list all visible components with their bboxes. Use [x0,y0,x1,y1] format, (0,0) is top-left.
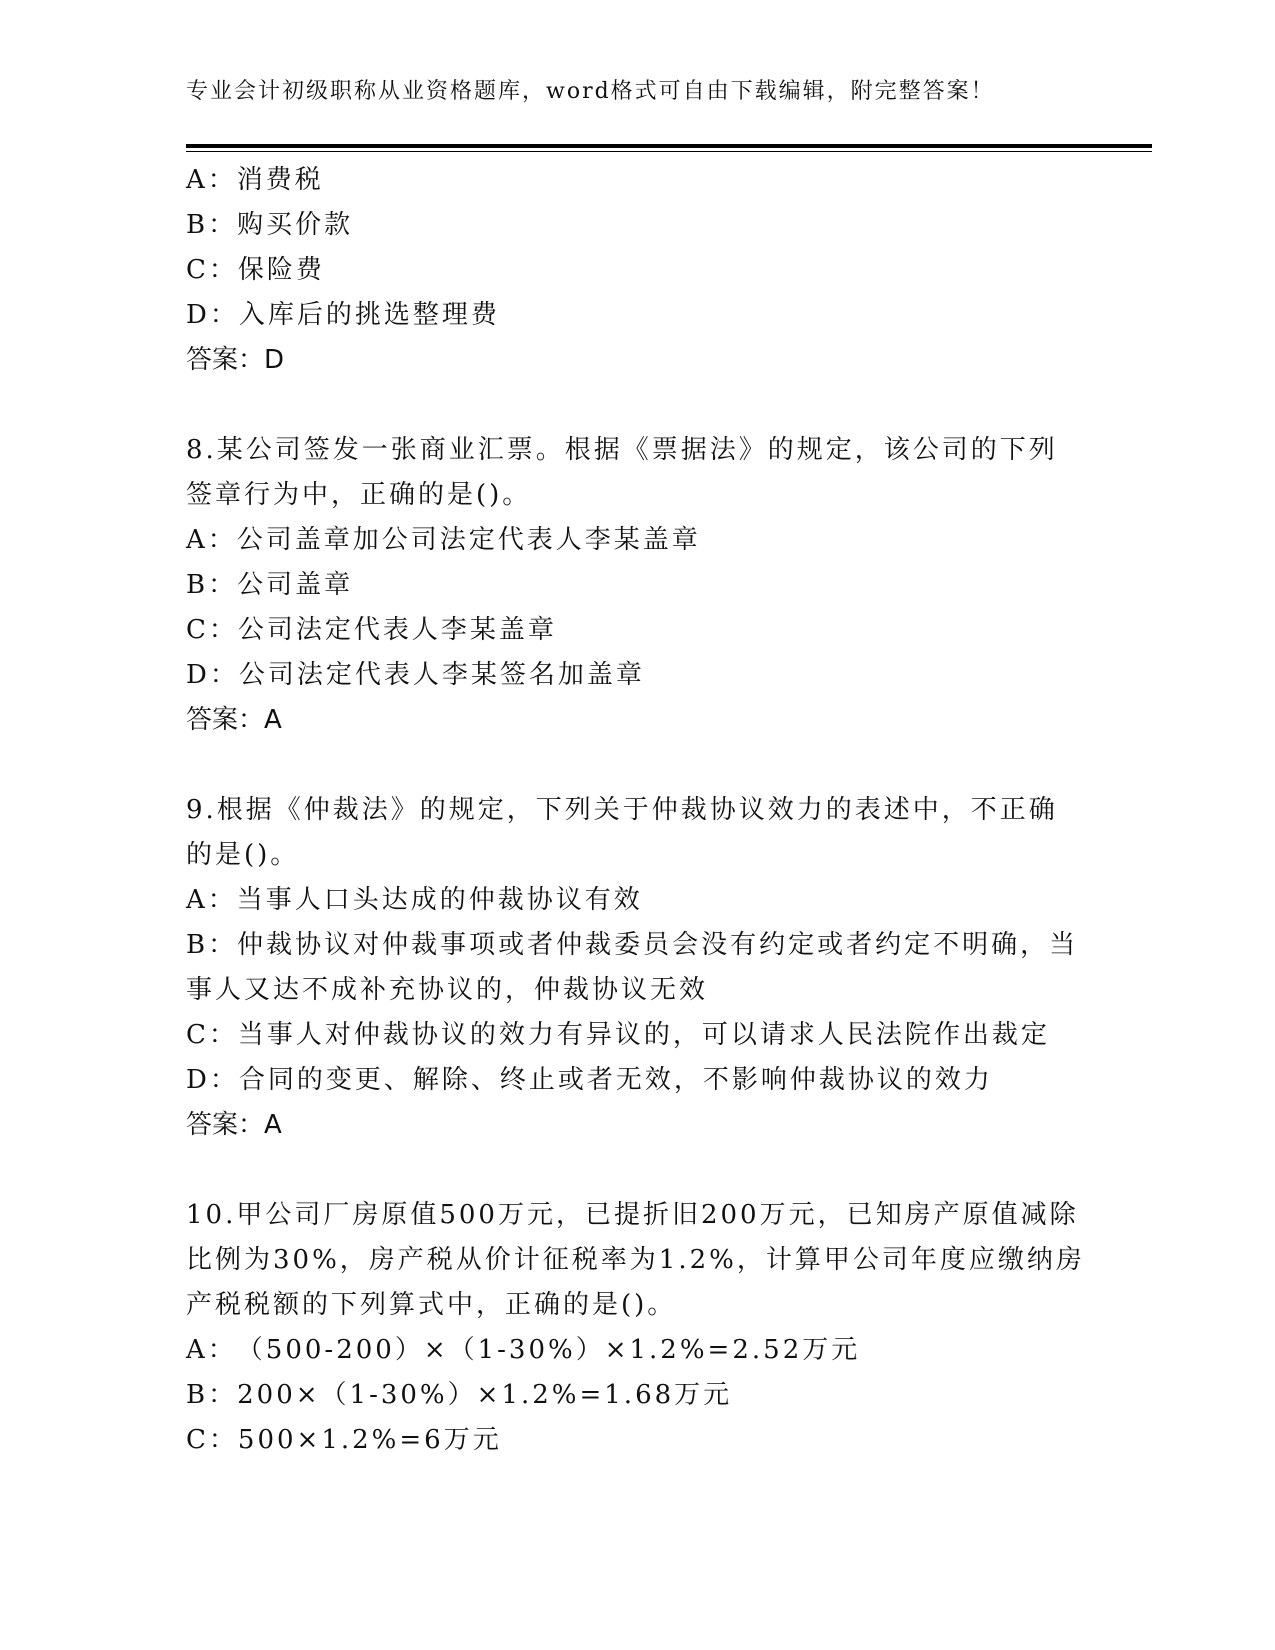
option-line [186,518,1086,563]
option-line [186,968,1086,1013]
option-line [186,1013,1086,1058]
option-line [186,1418,1086,1463]
option-key: B： [186,1380,238,1410]
option-text: 公司法定代表人李某盖章 [237,615,557,645]
option-key: D： [186,300,239,330]
option-text: 公司盖章 [237,570,354,600]
option-text: 当事人口头达成的仲裁协议有效 [236,885,643,915]
option-line [186,653,1086,698]
option-key: B： [186,210,238,240]
option-key: C： [186,255,238,285]
option-line [186,923,1086,968]
block-spacer [186,383,1086,428]
question-block [186,788,1086,1148]
option-text: 500×1.2%=6万元 [237,1425,502,1455]
page-header: 专业会计初级职称从业资格题库，word格式可自由下载编辑，附完整答案！ [186,79,995,104]
question-text-line: 8.某公司签发一张商业汇票。根据《票据法》的规定，该公司的下列 [186,435,1058,465]
question-text-line: 9.根据《仲裁法》的规定，下列关于仲裁协议效力的表述中，不正确 [186,795,1058,825]
option-text: 当事人对仲裁协议的效力有异议的，可以请求人民法院作出裁定 [237,1020,1050,1050]
option-key: A： [186,1335,237,1365]
option-key: C： [186,615,238,645]
option-line [186,1328,1086,1373]
option-line [186,1058,1086,1103]
option-key: D： [186,660,239,690]
header-rule-thin [186,151,1152,152]
option-key: C： [186,1425,238,1455]
option-text: 事人又达不成补充协议的，仲裁协议无效 [186,975,709,1005]
option-line [186,608,1086,653]
question-block [186,1193,1086,1463]
answer-line: 答案：A [186,705,282,735]
answer-line: 答案：A [186,1110,282,1140]
option-line [186,878,1086,923]
option-key: A： [186,525,237,555]
option-text: 公司盖章加公司法定代表人李某盖章 [236,525,701,555]
option-text: 入库后的挑选整理费 [238,300,500,330]
question-block [186,428,1086,743]
block-spacer [186,1148,1086,1193]
question-text-line: 签章行为中，正确的是()。 [186,480,532,510]
block-spacer [186,743,1086,788]
option-text: 仲裁协议对仲裁事项或者仲裁委员会没有约定或者约定不明确，当 [237,930,1079,960]
option-text: 保险费 [237,255,325,285]
question-text-line: 产税税额的下列算式中，正确的是()。 [186,1290,677,1320]
option-key: A： [186,885,237,915]
option-line [186,203,1086,248]
option-line [186,1373,1086,1418]
option-text: （500-200）×（1-30%）×1.2%=2.52万元 [236,1335,861,1365]
option-key: B： [186,570,238,600]
question-text-line: 10.甲公司厂房原值500万元，已提折旧200万元，已知房产原值减除 [186,1200,1079,1230]
option-key: A： [186,165,237,195]
option-line [186,563,1086,608]
option-text: 合同的变更、解除、终止或者无效，不影响仲裁协议的效力 [238,1065,993,1095]
question-block [186,158,1086,383]
option-key: C： [186,1020,238,1050]
answer-line: 答案：D [186,345,285,375]
option-text: 公司法定代表人李某签名加盖章 [238,660,645,690]
option-line [186,293,1086,338]
option-line [186,248,1086,293]
option-key: B： [186,930,238,960]
option-text: 消费税 [236,165,324,195]
option-text: 200×（1-30%）×1.2%=1.68万元 [237,1380,733,1410]
question-list [186,158,1086,1463]
question-text-line: 比例为30%，房产税从价计征税率为1.2%，计算甲公司年度应缴纳房 [186,1245,1085,1275]
question-text-line: 的是()。 [186,840,300,870]
header-rule-thick [186,144,1152,148]
option-line [186,158,1086,203]
option-text: 购买价款 [237,210,354,240]
option-key: D： [186,1065,239,1095]
